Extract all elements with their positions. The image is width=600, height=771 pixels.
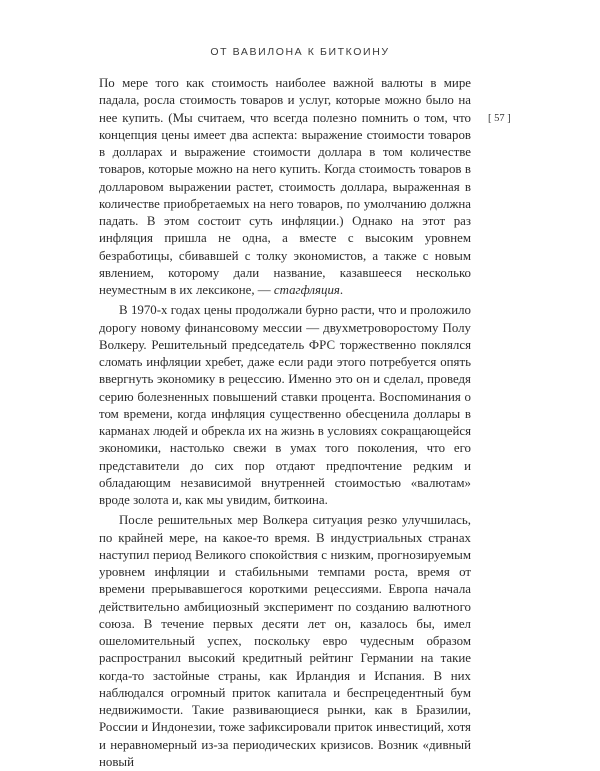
paragraph-1-text: По мере того как стоимость наиболее важной валюты в мире падала, росла стоимость товаров и услуг, которые можно было на нее купить. (Мы считаем, что всегда полезно помнить о том, что концепция цены имеет два аспекта: выражение стоимости товаров в долларах и выражение стоимости доллара в том количестве товаров, которые можно на него купить. Когда стоимость товаров в долларовом выражении растет, стоимость доллара, выраженная в количестве приобретаемых на него товаров, по умолчанию должна падать. В этом состоит суть инфляции.) Однако на этот раз инфляция пришла не одна, а вместе с высоким уровнем безработицы, сбивавшей с толку экономистов, а также с новым явлением, которому дали название, казавшееся несколько неуместным в их лексиконе, — <box>99 76 471 297</box>
term-stagflation: стагфляция <box>273 283 340 297</box>
paragraph-2: В 1970-х годах цены продолжали бурно расти, что и проложило дорогу новому финансовому мессии — двухметроворостому Полу Волкеру. Решительный председатель ФРС торжественно поклялся сломать инфляции хребет, даже если ради этого потребуется опять ввергнуть экономику в рецессию. Именно это он и сделал, проведя серию болезненных повышений ставки процента. Воспоминания о том времени, когда инфляция существенно обесценила доллары в карманах людей и обрекла их на жизнь в условиях сокращающейся экономики, настолько свежи в умах того поколения, что его представители до сих пор отдают предпочтение редким и обладающим независимой внутренней стоимостью «валютам» вроде золота и, как мы увидим, биткоина. <box>99 303 471 507</box>
paragraph-3: После решительных мер Волкера ситуация резко улучшилась, по крайней мере, на какое-то время. В индустриальных странах наступил период Великого спокойствия с низким, прогнозируемым уровнем инфляции и стабильными темпами роста, время от времени прерывавшегося короткими рецессиями. Европа начала действительно амбициозный эксперимент по созданию валютного союза. В течение первых десяти лет он, казалось бы, имел ошеломительный успех, поскольку евро чудесным образом распространил высокий кредитный рейтинг Германии на такие когда-то застойные страны, как Ирландия и Испания. В них наблюдался огромный приток капитала и беспрецедентный бум недвижимости. Такие развивающиеся рынки, как в Бразилии, России и Индонезии, тоже зафиксировали приток инвестиций, хотя и неравномерный из-за периодических кризисов. Возник «дивный новый <box>99 513 471 769</box>
body-text <box>99 75 471 771</box>
running-head: ОТ ВАВИЛОНА К БИТКОИНУ <box>210 46 390 58</box>
paragraph-1-end: . <box>339 283 344 297</box>
paragraph-1 <box>99 75 471 299</box>
page-number: [ 57 ] <box>488 113 511 124</box>
